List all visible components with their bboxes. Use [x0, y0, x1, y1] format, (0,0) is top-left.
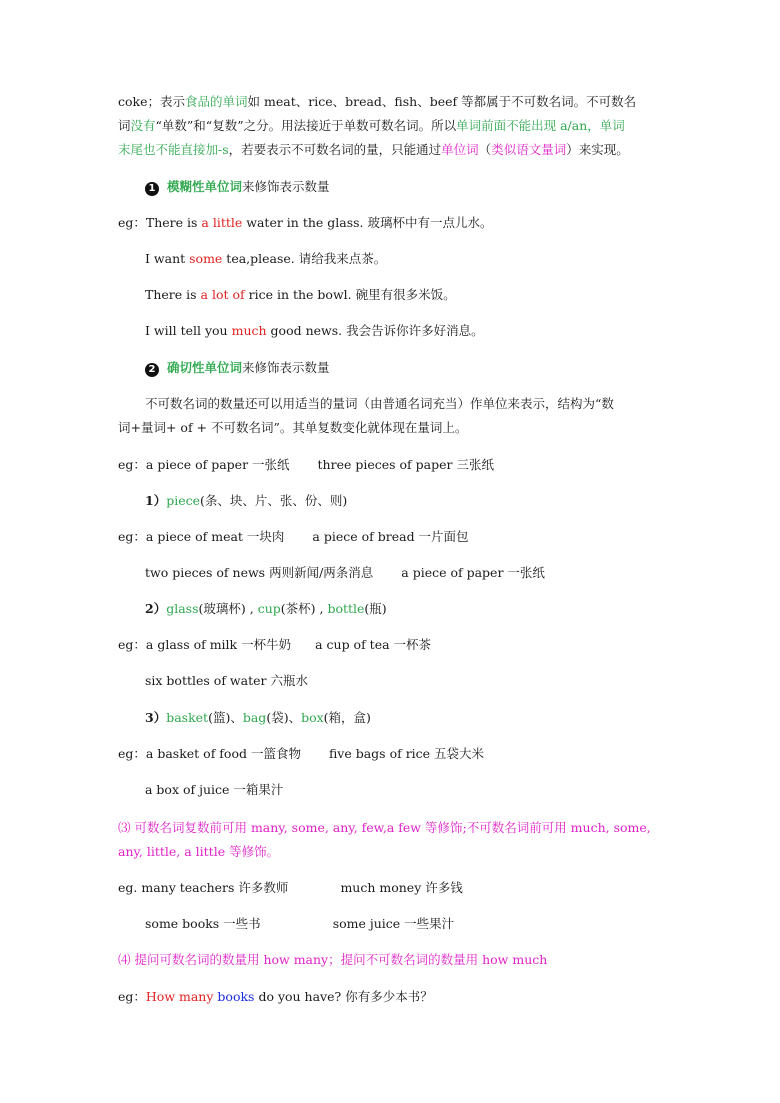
highlight-food-words: 食品的单词 [185, 94, 248, 109]
text: a piece of bread 一片面包 [312, 529, 469, 544]
text: five bags of rice 五袋大米 [328, 746, 485, 761]
text: eg. many teachers 许多教师 [118, 880, 289, 895]
highlight-how-many: how many [263, 952, 329, 967]
text: eg：There is [118, 215, 202, 230]
example-line: six bottles of water 六瓶水 [145, 673, 308, 688]
highlight-quantifier: much [231, 323, 267, 338]
text: 如 meat、rice、bread、fish、beef 等都属于不可数名词。不可数名 [247, 94, 637, 109]
highlight-word: basket [166, 710, 209, 725]
example-line [118, 455, 494, 473]
item-label: 1） [145, 493, 167, 508]
intro-line-2 [118, 116, 625, 134]
example-line: a box of juice 一箱果汁 [145, 782, 284, 797]
highlight-no-s: 末尾也不能直接加-s [118, 142, 229, 157]
item-1-heading [118, 491, 347, 509]
text: There is [145, 287, 201, 302]
highlight-quantifier: some [189, 251, 223, 266]
text: 来修饰表示数量 [242, 360, 330, 375]
highlight-noun: books [217, 989, 255, 1004]
text: water in the glass. 玻璃杯中有一点儿水。 [242, 215, 493, 230]
text: (条、块、片、张、份、则) [200, 493, 348, 508]
highlight-word: box [301, 710, 324, 725]
section-2-title: 确切性单位词 [167, 360, 243, 375]
example-line [118, 635, 431, 653]
item-label: 3） [145, 710, 167, 725]
text: tea,please. 请给我来点茶。 [222, 251, 387, 266]
paragraph-line: 词+量词+ of + 不可数名词”。其单复数变化就体现在量词上。 [118, 420, 468, 435]
rule-3-line-1: ⑶ 可数名词复数前可用 many, some, any, few,a few 等修饰;不可数名词前可用 much, some, [118, 820, 651, 835]
item-3-heading [118, 708, 371, 726]
item-2-heading [118, 599, 387, 617]
text: I will tell you [145, 323, 232, 338]
highlight-how-much: how much [482, 952, 548, 967]
example-line [118, 563, 545, 581]
highlight-rule-a-an: 单词前面不能出现 a/an，单词 [456, 118, 625, 133]
highlight-unit-word: 单位词 [441, 142, 479, 157]
text: eg： [118, 989, 146, 1004]
text: do you have? 你有多少本书？ [254, 989, 433, 1004]
text: 来修饰表示数量 [242, 179, 330, 194]
section-2-heading [118, 358, 330, 377]
highlight-word: bottle [327, 601, 365, 616]
text: eg：a glass of milk 一杯牛奶 [118, 637, 292, 652]
text: I want [145, 251, 190, 266]
text: ，若要表示不可数名词的量，只能通过 [228, 142, 442, 157]
text: (箱，盒) [323, 710, 371, 725]
example-line [118, 213, 493, 231]
text: ）来实现。 [566, 142, 629, 157]
highlight-how-many: How many [145, 989, 214, 1004]
text: a piece of paper 一张纸 [401, 565, 545, 580]
example-line [118, 987, 433, 1005]
item-label: 2） [145, 601, 167, 616]
text: coke；表示 [118, 94, 185, 109]
example-line [118, 321, 484, 339]
text: rice in the bowl. 碗里有很多米饭。 [244, 287, 456, 302]
rule-3-line-2: any, little, a little 等修饰。 [118, 844, 280, 859]
text: some juice 一些果汁 [332, 916, 455, 931]
section-1-heading [118, 177, 330, 196]
text: (瓶) [364, 601, 387, 616]
text: eg：a piece of paper 一张纸 [118, 457, 290, 472]
example-line [118, 285, 456, 303]
text: (玻璃杯) , [198, 601, 258, 616]
text: three pieces of paper 三张纸 [317, 457, 494, 472]
highlight-word: cup [257, 601, 281, 616]
number-badge-icon: 1 [145, 182, 159, 196]
highlight-word: glass [166, 601, 199, 616]
example-line [118, 878, 463, 896]
intro-line-3 [118, 140, 629, 158]
text: eg：a basket of food 一篮食物 [118, 746, 301, 761]
text: 词 [118, 118, 131, 133]
text: ⑷ 提问可数名词的数量用 [118, 952, 264, 967]
highlight-no: 没有 [130, 118, 156, 133]
highlight-word: piece [166, 493, 200, 508]
text: much money 许多钱 [340, 880, 463, 895]
section-1-title: 模糊性单位词 [167, 179, 243, 194]
text: good news. 我会告诉你许多好消息。 [266, 323, 484, 338]
intro-line-1 [118, 92, 636, 110]
paragraph-line: 不可数名词的数量还可以用适当的量词（由普通名词充当）作单位来表示，结构为“数 [145, 396, 614, 411]
highlight-quantifier: a lot of [200, 287, 245, 302]
text: (茶杯) , [280, 601, 328, 616]
example-line [118, 249, 386, 267]
highlight-word: bag [242, 710, 267, 725]
text: two pieces of news 两则新闻/两条消息 [145, 565, 374, 580]
text: a cup of tea 一杯茶 [315, 637, 432, 652]
highlight-measure-word: 类似语文量词 [491, 142, 567, 157]
text: （ [478, 142, 492, 157]
example-line [118, 527, 469, 545]
example-line [118, 744, 484, 762]
text: (袋)、 [266, 710, 302, 725]
text: ；提问不可数名词的数量用 [328, 952, 483, 967]
text: “单数”和“复数”之分。用法接近于单数可数名词。所以 [155, 118, 457, 133]
rule-4-line [118, 950, 547, 968]
text: (篮)、 [208, 710, 243, 725]
text: eg：a piece of meat 一块肉 [118, 529, 285, 544]
highlight-quantifier: a little [201, 215, 243, 230]
number-badge-icon: 2 [145, 363, 159, 377]
text: some books 一些书 [145, 916, 261, 931]
example-line [118, 914, 454, 932]
